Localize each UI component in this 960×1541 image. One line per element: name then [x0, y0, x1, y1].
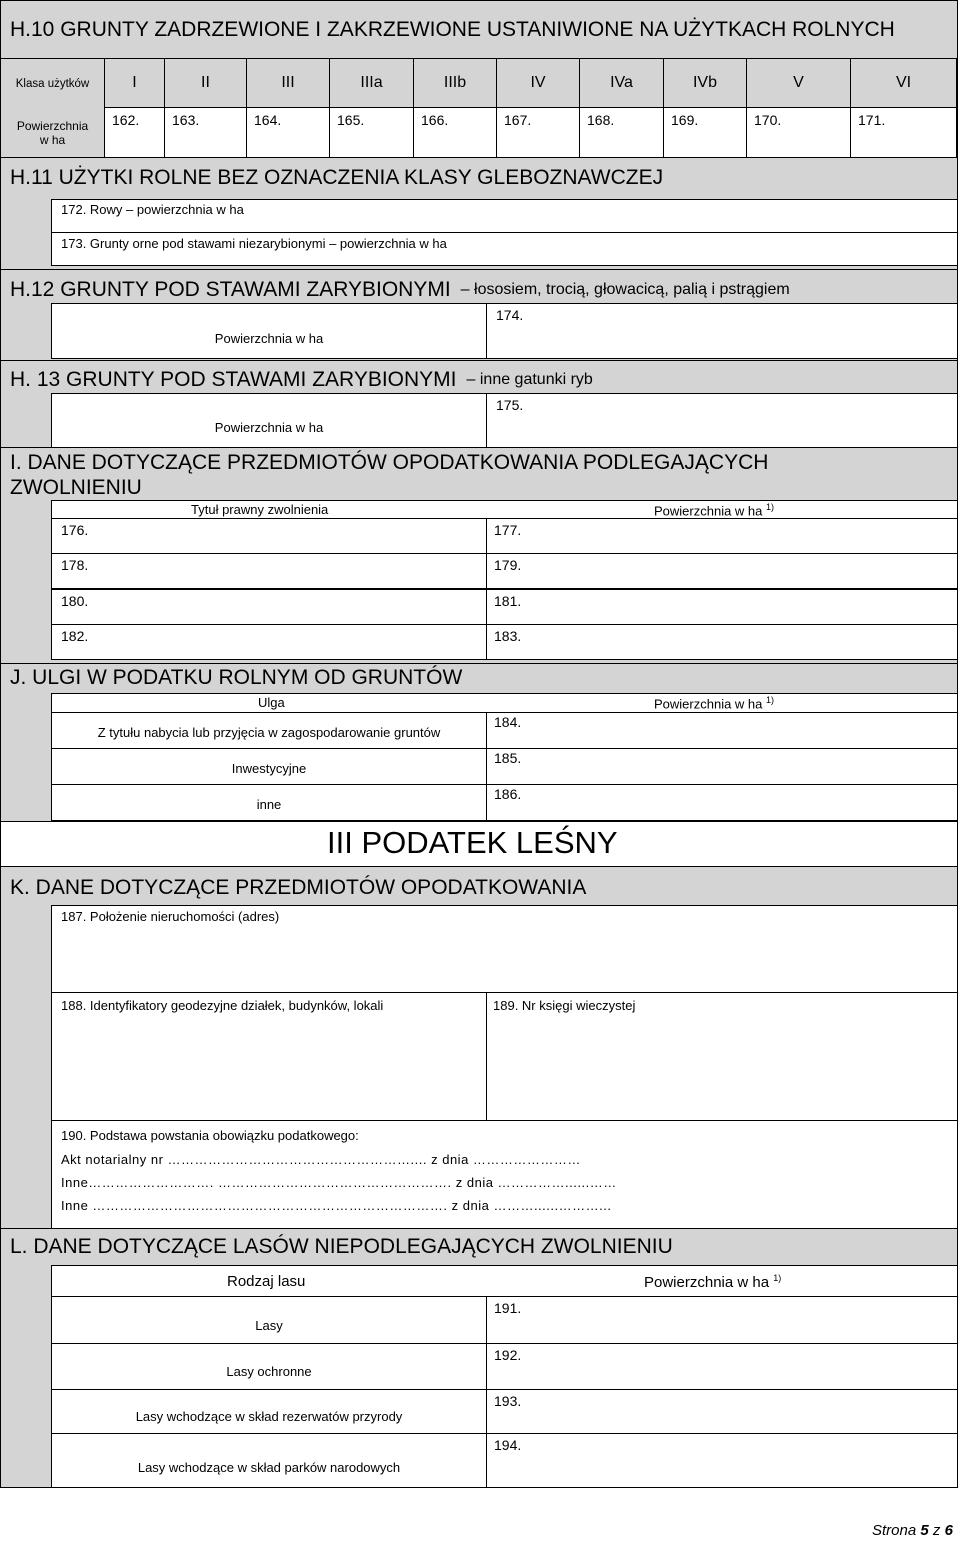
section-j-title: J. ULGI W PODATKU ROLNYM OD GRUNTÓW [10, 666, 463, 689]
field-175[interactable] [486, 393, 958, 448]
las-label-3 [51, 1433, 487, 1488]
field-number: 180. [61, 593, 89, 609]
page-number-current: 5 [920, 1522, 929, 1539]
area-label-line2: w ha [39, 133, 66, 147]
col-powierzchnia-j [654, 695, 774, 711]
field-162[interactable] [104, 107, 165, 158]
las-label-text: Lasy wchodzące w skład parków narodowych [137, 1460, 401, 1475]
ulga-label-text: inne [256, 797, 282, 812]
field-168[interactable] [579, 107, 664, 158]
las-label-0 [51, 1296, 487, 1344]
col-tytul-prawny: Tytuł prawny zwolnienia [191, 502, 329, 517]
section-h11-header [0, 157, 958, 199]
class-header-ivb: IVb [663, 59, 747, 108]
section-h13-title: H. 13 GRUNTY POD STAWAMI ZARYBIONYMI [10, 368, 457, 391]
class-header-iii: III [246, 59, 330, 108]
section-l-title: L. DANE DOTYCZĄCE LASÓW NIEPODLEGAJĄCYCH ZWOLNIENIU [10, 1235, 673, 1258]
section-k-header [0, 866, 958, 906]
class-header-iva: IVa [579, 59, 664, 108]
section-i-colheads [51, 500, 958, 519]
page-number-of: z [932, 1522, 941, 1539]
col-powierzchnia-i [654, 502, 774, 518]
field-number: 168. [587, 112, 615, 128]
h12-label: Powierzchnia w ha [214, 330, 324, 346]
field-number: 170. [754, 112, 782, 128]
section-i-title-line1: I. DANE DOTYCZĄCE PRZEDMIOTÓW OPODATKOWANIA PODLEGAJĄCYCH [10, 451, 769, 474]
area-label-line1: Powierzchnia [16, 119, 89, 133]
col-powierzchnia-i-text: Powierzchnia w ha [654, 503, 763, 519]
section-iii-title: III PODATEK LEŚNY [327, 825, 618, 860]
footnote-marker: 1) [773, 1273, 782, 1283]
field-number: 182. [61, 628, 89, 644]
h13-label: Powierzchnia w ha [214, 420, 324, 435]
col-powierzchnia-j-text: Powierzchnia w ha [654, 696, 763, 712]
field-number: 164. [254, 112, 282, 128]
area-label [1, 108, 104, 158]
field-190-inne-2: Inne ……………………………………………………………………. z dnia ………......………... [61, 1198, 612, 1213]
field-178[interactable] [51, 553, 487, 589]
field-170[interactable] [746, 107, 851, 158]
ulga-label-text: Inwestycyjne [231, 761, 307, 776]
class-header-vi: VI [850, 59, 957, 108]
field-169[interactable] [663, 107, 747, 158]
class-header-ii: II [164, 59, 247, 108]
class-label: Klasa użytków [15, 77, 90, 90]
footnote-marker: 1) [766, 502, 775, 512]
field-number: 193. [494, 1393, 522, 1409]
page-number-label: Strona [872, 1522, 917, 1539]
page-number [872, 1522, 953, 1539]
field-number: 165. [337, 112, 365, 128]
field-192[interactable] [486, 1343, 958, 1390]
field-number: 162. [112, 112, 140, 128]
field-187[interactable] [51, 905, 958, 993]
field-number: 192. [494, 1347, 522, 1363]
section-l-colheads [51, 1265, 958, 1297]
col-rodzaj-lasu: Rodzaj lasu [227, 1273, 306, 1290]
field-189[interactable] [486, 992, 958, 1121]
field-number: 171. [858, 112, 886, 128]
col-ulga: Ulga [258, 695, 285, 710]
field-185[interactable] [486, 748, 958, 785]
col-powierzchnia-l-text: Powierzchnia w ha [644, 1274, 770, 1291]
section-i-header [0, 447, 958, 501]
field-188-label: 188. Identyfikatory geodezyjne działek, budynków, lokali [61, 998, 384, 1013]
field-164[interactable] [246, 107, 330, 158]
field-193[interactable] [486, 1389, 958, 1434]
field-number: 167. [504, 112, 532, 128]
section-i-title-line2: ZWOLNIENIU [10, 476, 142, 499]
field-186[interactable] [486, 784, 958, 821]
ulga-label-1 [51, 748, 487, 785]
field-number: 166. [421, 112, 449, 128]
field-184[interactable] [486, 712, 958, 749]
field-182[interactable] [51, 624, 487, 660]
field-165[interactable] [329, 107, 414, 158]
section-h10-title: H.10 GRUNTY ZADRZEWIONE I ZAKRZEWIONE USTANIWIONE NA UŻYTKACH ROLNYCH [10, 17, 895, 41]
field-number: 178. [61, 557, 89, 573]
field-number: 191. [494, 1300, 522, 1316]
field-174-number: 174. [496, 307, 524, 323]
class-header-iv: IV [496, 59, 580, 108]
col-powierzchnia-l [644, 1273, 781, 1291]
ulga-label-2 [51, 784, 487, 821]
section-k-title: K. DANE DOTYCZĄCE PRZEDMIOTÓW OPODATKOWANIA [10, 876, 587, 899]
section-h12-subtitle: – łososiem, trocią, głowacicą, palią i pstrągiem [460, 280, 790, 298]
field-189-label: 189. Nr księgi wieczystej [493, 998, 636, 1013]
field-187-label: 187. Położenie nieruchomości (adres) [61, 909, 280, 924]
field-181[interactable] [486, 589, 958, 625]
section-l-header [0, 1228, 958, 1266]
h12-label-cell [51, 303, 487, 359]
field-172-label: 172. Rowy – powierzchnia w ha [61, 202, 244, 217]
field-number: 183. [494, 628, 522, 644]
field-number: 185. [494, 750, 522, 766]
page-number-total: 6 [944, 1522, 953, 1539]
class-header-iiia: IIIa [329, 59, 414, 108]
section-h10-header [0, 0, 958, 59]
field-167[interactable] [496, 107, 580, 158]
section-h12-title: H.12 GRUNTY POD STAWAMI ZARYBIONYMI [10, 277, 451, 301]
field-number: 163. [172, 112, 200, 128]
field-175-number: 175. [496, 397, 524, 413]
field-number: 194. [494, 1437, 522, 1453]
field-number: 186. [494, 786, 522, 802]
field-190[interactable] [51, 1120, 958, 1229]
field-171[interactable] [850, 107, 957, 158]
field-188[interactable] [51, 992, 487, 1121]
section-h13-subtitle: – inne gatunki ryb [466, 371, 593, 388]
field-190-akt-notarialny: Akt notarialny nr ……………………………………………….... z dnia …………………… [61, 1152, 581, 1167]
field-190-label: 190. Podstawa powstania obowiązku podatkowego: [61, 1128, 359, 1143]
field-166[interactable] [413, 107, 497, 158]
field-179[interactable] [486, 553, 958, 589]
field-number: 176. [61, 522, 89, 538]
section-h10-table [0, 58, 958, 158]
las-label-text: Lasy ochronne [226, 1364, 312, 1379]
field-number: 179. [494, 557, 522, 573]
h13-label-cell [51, 393, 487, 448]
field-number: 177. [494, 522, 522, 538]
field-180[interactable] [51, 589, 487, 625]
field-173-label: 173. Grunty orne pod stawami niezarybionymi – powierzchnia w ha [61, 236, 447, 251]
field-173[interactable] [51, 232, 958, 266]
field-172[interactable] [51, 199, 958, 233]
field-number: 181. [494, 593, 522, 609]
las-label-text: Lasy [255, 1317, 283, 1333]
section-j-header [0, 663, 958, 693]
field-190-inne-1: Inne………………………. ……………………………………………. z dnia ……………......…… [61, 1175, 617, 1190]
field-194[interactable] [486, 1433, 958, 1488]
ulga-label-0 [51, 712, 487, 749]
footnote-marker: 1) [766, 695, 775, 705]
class-header-v: V [746, 59, 851, 108]
field-174[interactable] [486, 303, 958, 359]
ulga-label-text: Z tytułu nabycia lub przyjęcia w zagospodarowanie gruntów [97, 725, 441, 740]
field-183[interactable] [486, 624, 958, 660]
las-label-1 [51, 1343, 487, 1390]
field-177[interactable] [486, 518, 958, 554]
field-191[interactable] [486, 1296, 958, 1344]
field-163[interactable] [164, 107, 247, 158]
class-header-i: I [104, 59, 165, 108]
field-number: 184. [494, 714, 522, 730]
section-iii-header [0, 821, 958, 867]
las-label-2 [51, 1389, 487, 1434]
class-header-iiib: IIIb [413, 59, 497, 108]
field-number: 169. [671, 112, 699, 128]
section-h11-title: H.11 UŻYTKI ROLNE BEZ OZNACZENIA KLASY GLEBOZNAWCZEJ [10, 166, 664, 189]
field-176[interactable] [51, 518, 487, 554]
las-label-text: Lasy wchodzące w skład rezerwatów przyrody [135, 1409, 403, 1424]
section-j-colheads [51, 693, 958, 713]
